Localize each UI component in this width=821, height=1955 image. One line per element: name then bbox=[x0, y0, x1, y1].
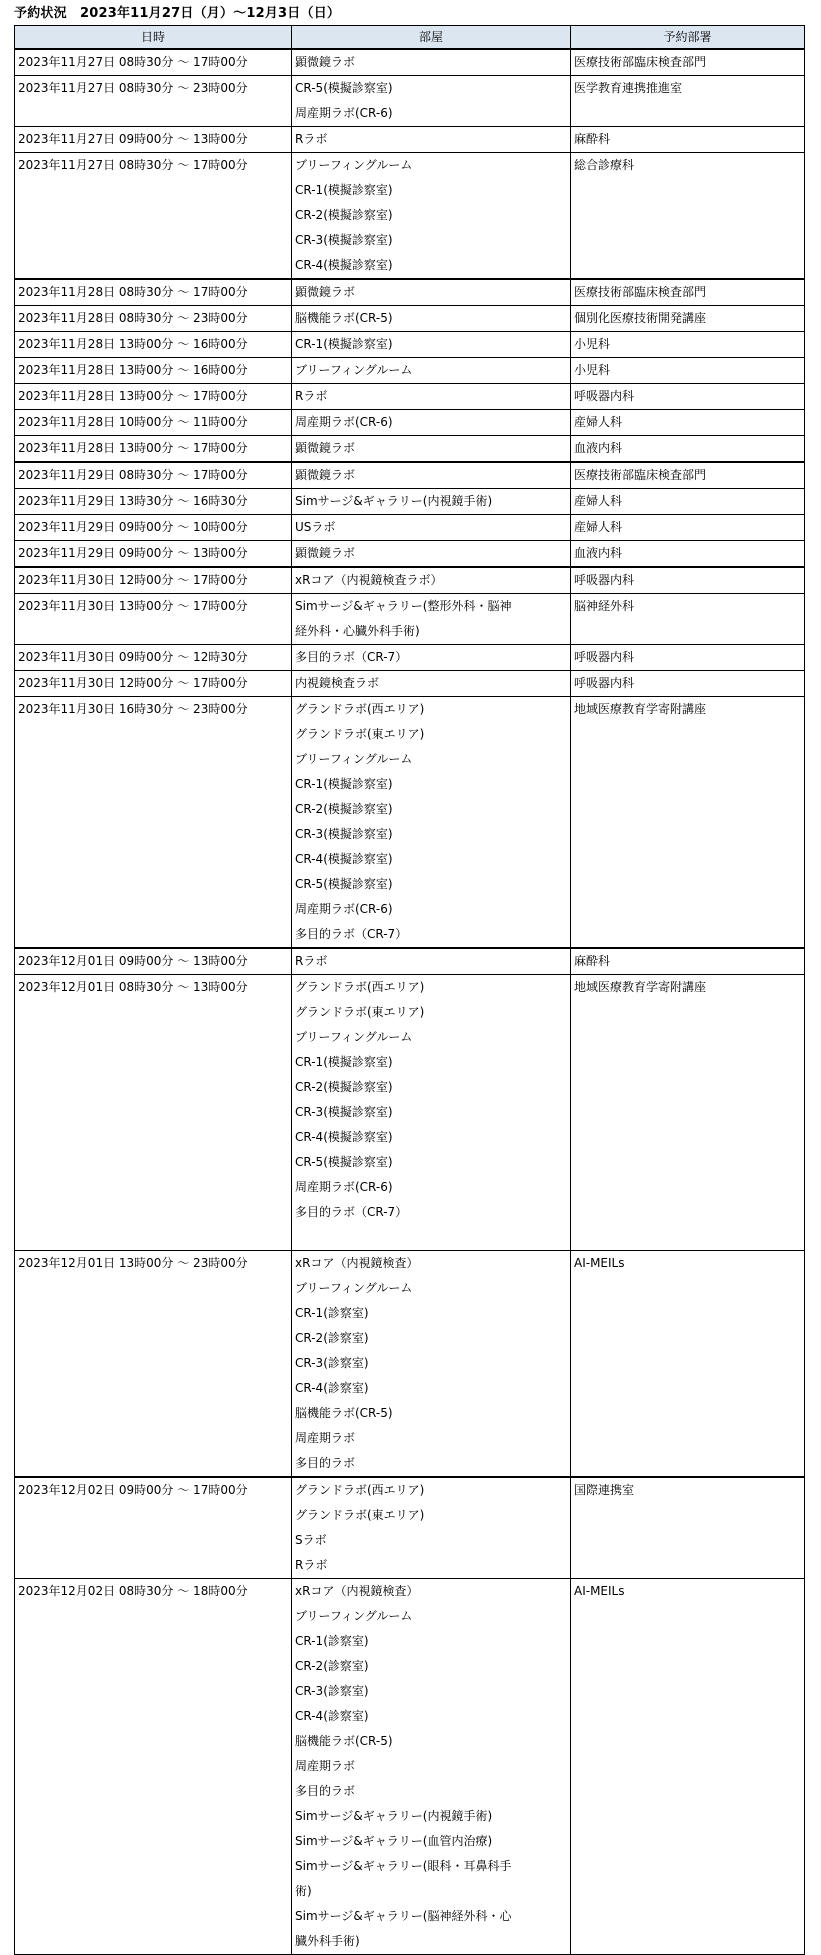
room-cell bbox=[292, 975, 571, 1251]
table-row bbox=[15, 975, 805, 1251]
table-row bbox=[15, 948, 805, 975]
room-name: Sラボ bbox=[295, 1533, 327, 1547]
room-name: xRコア（内視鏡検査） bbox=[295, 1584, 419, 1598]
table-row bbox=[15, 153, 805, 280]
room-name: グランドラボ(西エリア) bbox=[295, 702, 425, 716]
datetime-cell: 2023年11月27日 08時30分 ～ 23時00分 bbox=[15, 76, 292, 127]
room-name: 顕微鏡ラボ bbox=[295, 441, 356, 455]
room-name: 多目的ラボ（CR-7） bbox=[295, 927, 408, 941]
datetime-cell: 2023年11月27日 09時00分 ～ 13時00分 bbox=[15, 127, 292, 153]
department-cell: 小児科 bbox=[571, 332, 805, 358]
room-name: CR-5(模擬診察室) bbox=[295, 1155, 393, 1169]
datetime-cell: 2023年12月01日 13時00分 ～ 23時00分 bbox=[15, 1251, 292, 1478]
datetime-cell: 2023年11月27日 08時30分 ～ 17時00分 bbox=[15, 153, 292, 280]
room-cell bbox=[292, 306, 571, 332]
room-cell bbox=[292, 948, 571, 975]
room-name: Simサージ&ギャラリー(眼科・耳鼻科手 bbox=[295, 1859, 512, 1873]
department-cell: 地域医療教育学寄附講座 bbox=[571, 697, 805, 949]
room-name: 多目的ラボ bbox=[295, 1784, 356, 1798]
room-cell bbox=[292, 671, 571, 697]
table-row bbox=[15, 49, 805, 76]
room-name: xRコア（内視鏡検査ラボ） bbox=[295, 573, 443, 587]
table-row bbox=[15, 645, 805, 671]
datetime-cell: 2023年11月28日 13時00分 ～ 16時00分 bbox=[15, 358, 292, 384]
room-name: ブリーフィングルーム bbox=[295, 752, 413, 766]
department-cell: AI-MEILs bbox=[571, 1579, 805, 1955]
room-cell bbox=[292, 567, 571, 594]
room-name: Simサージ&ギャラリー(内視鏡手術) bbox=[295, 494, 493, 508]
room-name: CR-1(模擬診察室) bbox=[295, 777, 393, 791]
room-name: 脳機能ラボ(CR-5) bbox=[295, 1734, 393, 1748]
room-name: 経外科・心臓外科手術) bbox=[295, 624, 420, 638]
room-cell bbox=[292, 462, 571, 489]
room-name: CR-1(模擬診察室) bbox=[295, 183, 393, 197]
department-cell: 医療技術部臨床検査部門 bbox=[571, 49, 805, 76]
room-cell bbox=[292, 697, 571, 949]
room-name: CR-4(診察室) bbox=[295, 1381, 369, 1395]
datetime-cell: 2023年11月28日 13時00分 ～ 17時00分 bbox=[15, 384, 292, 410]
blank-line bbox=[295, 1225, 570, 1250]
datetime-cell: 2023年11月28日 13時00分 ～ 17時00分 bbox=[15, 436, 292, 463]
department-cell: 総合診療科 bbox=[571, 153, 805, 280]
room-cell bbox=[292, 76, 571, 127]
room-name: CR-2(模擬診察室) bbox=[295, 802, 393, 816]
datetime-cell: 2023年11月29日 13時30分 ～ 16時30分 bbox=[15, 489, 292, 515]
department-cell: 国際連携室 bbox=[571, 1477, 805, 1579]
room-name: Simサージ&ギャラリー(内視鏡手術) bbox=[295, 1809, 493, 1823]
department-cell: 小児科 bbox=[571, 358, 805, 384]
room-name: 臓外科手術) bbox=[295, 1934, 360, 1948]
table-row bbox=[15, 489, 805, 515]
room-name: 周産期ラボ(CR-6) bbox=[295, 1180, 393, 1194]
room-name: Rラボ bbox=[295, 954, 328, 968]
datetime-cell: 2023年12月01日 09時00分 ～ 13時00分 bbox=[15, 948, 292, 975]
room-name: グランドラボ(東エリア) bbox=[295, 1508, 425, 1522]
room-name: 多目的ラボ（CR-7） bbox=[295, 1205, 408, 1219]
room-name: CR-2(診察室) bbox=[295, 1659, 369, 1673]
table-row bbox=[15, 697, 805, 949]
department-cell: 産婦人科 bbox=[571, 515, 805, 541]
table-row bbox=[15, 567, 805, 594]
room-cell bbox=[292, 358, 571, 384]
room-name: グランドラボ(西エリア) bbox=[295, 1483, 425, 1497]
datetime-cell: 2023年11月29日 09時00分 ～ 13時00分 bbox=[15, 541, 292, 568]
room-name: CR-3(診察室) bbox=[295, 1356, 369, 1370]
room-name: CR-4(模擬診察室) bbox=[295, 1130, 393, 1144]
room-name: Rラボ bbox=[295, 132, 328, 146]
department-cell: 麻酔科 bbox=[571, 127, 805, 153]
table-row bbox=[15, 594, 805, 645]
department-cell: AI-MEILs bbox=[571, 1251, 805, 1478]
room-cell bbox=[292, 436, 571, 463]
header-row bbox=[15, 26, 805, 50]
room-name: CR-3(模擬診察室) bbox=[295, 233, 393, 247]
table-row bbox=[15, 671, 805, 697]
room-name: CR-4(診察室) bbox=[295, 1709, 369, 1723]
room-name: Simサージ&ギャラリー(整形外科・脳神 bbox=[295, 599, 512, 613]
room-name: グランドラボ(西エリア) bbox=[295, 980, 425, 994]
table-header bbox=[15, 26, 805, 50]
table-row bbox=[15, 279, 805, 306]
room-name: 周産期ラボ(CR-6) bbox=[295, 902, 393, 916]
table-body bbox=[15, 49, 805, 1955]
room-cell bbox=[292, 279, 571, 306]
room-cell bbox=[292, 515, 571, 541]
department-cell: 医療技術部臨床検査部門 bbox=[571, 462, 805, 489]
room-name: 周産期ラボ(CR-6) bbox=[295, 415, 393, 429]
room-name: グランドラボ(東エリア) bbox=[295, 1005, 425, 1019]
department-cell: 産婦人科 bbox=[571, 410, 805, 436]
room-name: CR-1(診察室) bbox=[295, 1634, 369, 1648]
room-cell bbox=[292, 410, 571, 436]
datetime-cell: 2023年11月28日 10時00分 ～ 11時00分 bbox=[15, 410, 292, 436]
department-cell: 血液内科 bbox=[571, 541, 805, 568]
datetime-cell: 2023年11月28日 08時30分 ～ 17時00分 bbox=[15, 279, 292, 306]
datetime-cell: 2023年11月28日 08時30分 ～ 23時00分 bbox=[15, 306, 292, 332]
room-name: CR-1(模擬診察室) bbox=[295, 1055, 393, 1069]
table-row bbox=[15, 384, 805, 410]
department-cell: 麻酔科 bbox=[571, 948, 805, 975]
datetime-cell: 2023年11月28日 13時00分 ～ 16時00分 bbox=[15, 332, 292, 358]
datetime-cell: 2023年11月29日 08時30分 ～ 17時00分 bbox=[15, 462, 292, 489]
table-row bbox=[15, 1579, 805, 1955]
table-row bbox=[15, 127, 805, 153]
room-name: ブリーフィングルーム bbox=[295, 1281, 413, 1295]
department-cell: 呼吸器内科 bbox=[571, 645, 805, 671]
room-cell bbox=[292, 1251, 571, 1478]
room-name: Rラボ bbox=[295, 1558, 328, 1572]
table-row bbox=[15, 515, 805, 541]
room-name: グランドラボ(東エリア) bbox=[295, 727, 425, 741]
room-name: 周産期ラボ bbox=[295, 1759, 356, 1773]
room-cell bbox=[292, 645, 571, 671]
room-name: CR-4(模擬診察室) bbox=[295, 258, 393, 272]
table-row bbox=[15, 1251, 805, 1478]
room-name: 脳機能ラボ(CR-5) bbox=[295, 1406, 393, 1420]
datetime-cell: 2023年11月30日 09時00分 ～ 12時30分 bbox=[15, 645, 292, 671]
department-cell: 個別化医療技術開発講座 bbox=[571, 306, 805, 332]
datetime-cell: 2023年11月29日 09時00分 ～ 10時00分 bbox=[15, 515, 292, 541]
room-cell bbox=[292, 332, 571, 358]
datetime-cell: 2023年11月30日 16時30分 ～ 23時00分 bbox=[15, 697, 292, 949]
room-name: 多目的ラボ bbox=[295, 1456, 356, 1470]
room-name: CR-1(診察室) bbox=[295, 1306, 369, 1320]
department-cell: 呼吸器内科 bbox=[571, 384, 805, 410]
room-name: CR-2(診察室) bbox=[295, 1331, 369, 1345]
header-room: 部屋 bbox=[292, 26, 571, 50]
datetime-cell: 2023年11月27日 08時30分 ～ 17時00分 bbox=[15, 49, 292, 76]
room-cell bbox=[292, 1579, 571, 1955]
header-department: 予約部署 bbox=[571, 26, 805, 50]
table-row bbox=[15, 410, 805, 436]
datetime-cell: 2023年12月02日 09時00分 ～ 17時00分 bbox=[15, 1477, 292, 1579]
table-row bbox=[15, 332, 805, 358]
room-name: ブリーフィングルーム bbox=[295, 1030, 413, 1044]
page-title: 予約状況 2023年11月27日（月）～12月3日（日） bbox=[14, 6, 341, 21]
room-name: CR-1(模擬診察室) bbox=[295, 337, 393, 351]
datetime-cell: 2023年11月30日 13時00分 ～ 17時00分 bbox=[15, 594, 292, 645]
room-name: 顕微鏡ラボ bbox=[295, 55, 356, 69]
room-name: 多目的ラボ（CR-7） bbox=[295, 650, 408, 664]
room-name: 顕微鏡ラボ bbox=[295, 285, 356, 299]
room-name: USラボ bbox=[295, 520, 336, 534]
room-cell bbox=[292, 127, 571, 153]
department-cell: 血液内科 bbox=[571, 436, 805, 463]
room-name: ブリーフィングルーム bbox=[295, 363, 413, 377]
header-datetime: 日時 bbox=[15, 26, 292, 50]
room-name: 周産期ラボ bbox=[295, 1431, 356, 1445]
table-row bbox=[15, 462, 805, 489]
datetime-cell: 2023年12月01日 08時30分 ～ 13時00分 bbox=[15, 975, 292, 1251]
table-row bbox=[15, 541, 805, 568]
table-row bbox=[15, 436, 805, 463]
reservation-table bbox=[14, 25, 805, 1955]
room-name: CR-2(模擬診察室) bbox=[295, 208, 393, 222]
department-cell: 医学教育連携推進室 bbox=[571, 76, 805, 127]
room-cell bbox=[292, 594, 571, 645]
table-row bbox=[15, 1477, 805, 1579]
table-row bbox=[15, 358, 805, 384]
room-cell bbox=[292, 489, 571, 515]
department-cell: 地域医療教育学寄附講座 bbox=[571, 975, 805, 1251]
room-name: Rラボ bbox=[295, 389, 328, 403]
datetime-cell: 2023年12月02日 08時30分 ～ 18時00分 bbox=[15, 1579, 292, 1955]
room-name: CR-4(模擬診察室) bbox=[295, 852, 393, 866]
room-cell bbox=[292, 153, 571, 280]
room-cell bbox=[292, 541, 571, 568]
room-name: CR-3(模擬診察室) bbox=[295, 1105, 393, 1119]
room-name: 顕微鏡ラボ bbox=[295, 468, 356, 482]
room-cell bbox=[292, 384, 571, 410]
room-name: 内視鏡検査ラボ bbox=[295, 676, 380, 690]
room-name: Simサージ&ギャラリー(血管内治療) bbox=[295, 1834, 493, 1848]
room-name: 脳機能ラボ(CR-5) bbox=[295, 311, 393, 325]
department-cell: 医療技術部臨床検査部門 bbox=[571, 279, 805, 306]
room-name: CR-2(模擬診察室) bbox=[295, 1080, 393, 1094]
datetime-cell: 2023年11月30日 12時00分 ～ 17時00分 bbox=[15, 671, 292, 697]
room-name: ブリーフィングルーム bbox=[295, 1609, 413, 1623]
room-name: ブリーフィングルーム bbox=[295, 158, 413, 172]
table-row bbox=[15, 76, 805, 127]
room-name: CR-5(模擬診察室) bbox=[295, 81, 393, 95]
datetime-cell: 2023年11月30日 12時00分 ～ 17時00分 bbox=[15, 567, 292, 594]
room-name: 術) bbox=[295, 1884, 312, 1898]
department-cell: 呼吸器内科 bbox=[571, 567, 805, 594]
department-cell: 呼吸器内科 bbox=[571, 671, 805, 697]
table-row bbox=[15, 306, 805, 332]
department-cell: 産婦人科 bbox=[571, 489, 805, 515]
room-name: CR-3(診察室) bbox=[295, 1684, 369, 1698]
room-name: Simサージ&ギャラリー(脳神経外科・心 bbox=[295, 1909, 512, 1923]
room-cell bbox=[292, 1477, 571, 1579]
room-cell bbox=[292, 49, 571, 76]
room-name: CR-5(模擬診察室) bbox=[295, 877, 393, 891]
room-name: 周産期ラボ(CR-6) bbox=[295, 106, 393, 120]
room-name: CR-3(模擬診察室) bbox=[295, 827, 393, 841]
room-name: 顕微鏡ラボ bbox=[295, 546, 356, 560]
room-name: xRコア（内視鏡検査） bbox=[295, 1256, 419, 1270]
department-cell: 脳神経外科 bbox=[571, 594, 805, 645]
